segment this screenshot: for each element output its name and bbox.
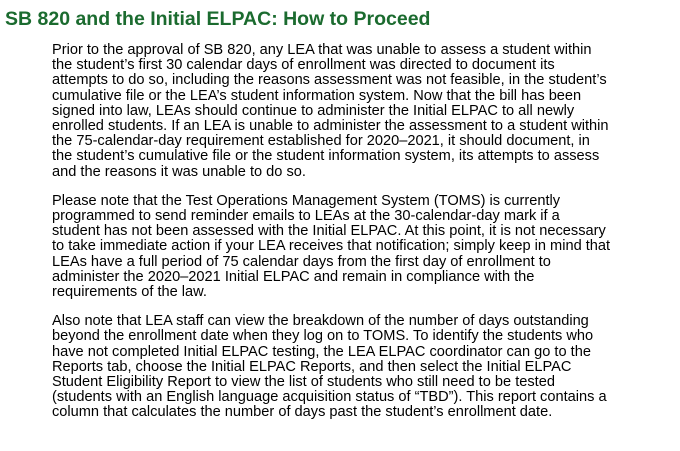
text-line: administer the 2020–2021 Initial ELPAC and remain in compliance with the (52, 268, 535, 285)
article-body (52, 43, 680, 435)
text-line: Please note that the Test Operations Management System (TOMS) is currently (52, 192, 561, 209)
text-line: the student’s cumulative file or the student information system, its attempts to assess (52, 148, 600, 165)
text-line: attempts to do so, including the reasons assessment was not feasible, in the student’s (52, 72, 607, 89)
paragraph-toms-reminders (52, 194, 680, 300)
text-line: have not completed Initial ELPAC testing, the LEA ELPAC coordinator can go to the (52, 343, 591, 360)
text-line: the student’s first 30 calendar days of enrollment was directed to document its (52, 57, 555, 74)
text-line: to take immediate action if your LEA receives that notification; simply keep in mind that (52, 238, 611, 255)
text-line: beyond the enrollment date when they log on to TOMS. To identify the students who (52, 328, 594, 345)
text-line: cumulative file or the LEA’s student information system. Now that the bill has been (52, 87, 582, 104)
text-line: column that calculates the number of days past the student’s enrollment date. (52, 404, 553, 421)
text-line: Prior to the approval of SB 820, any LEA that was unable to assess a student within (52, 42, 592, 58)
text-line: and the reasons it was unable to do so. (52, 163, 306, 180)
text-line: (students with an English language acquisition status of “TBD”). This report contains a (52, 389, 607, 406)
paragraph-eligibility-report (52, 314, 680, 420)
paragraph-sb820-approval (52, 43, 680, 180)
text-line: requirements of the law. (52, 284, 207, 301)
text-line: enrolled students. If an LEA is unable to administer the assessment to a student within (52, 118, 609, 135)
text-line: the 75-calendar-day requirement established for 2020–2021, it should document, in (52, 133, 590, 150)
text-line: student has not been assessed with the Initial ELPAC. At this point, it is not necessary (52, 223, 606, 240)
page-title: SB 820 and the Initial ELPAC: How to Proceed (5, 8, 431, 30)
text-line: signed into law, LEAs should continue to administer the Initial ELPAC to all newly (52, 102, 575, 119)
text-line: Student Eligibility Report to view the list of students who still need to be tested (52, 374, 555, 391)
text-line: Reports tab, choose the Initial ELPAC Reports, and then select the Initial ELPAC (52, 358, 572, 375)
text-line: programmed to send reminder emails to LEAs at the 30-calendar-day mark if a (52, 208, 560, 225)
text-line: LEAs have a full period of 75 calendar days from the first day of enrollment to (52, 253, 551, 270)
text-line: Also note that LEA staff can view the breakdown of the number of days outstanding (52, 313, 589, 330)
